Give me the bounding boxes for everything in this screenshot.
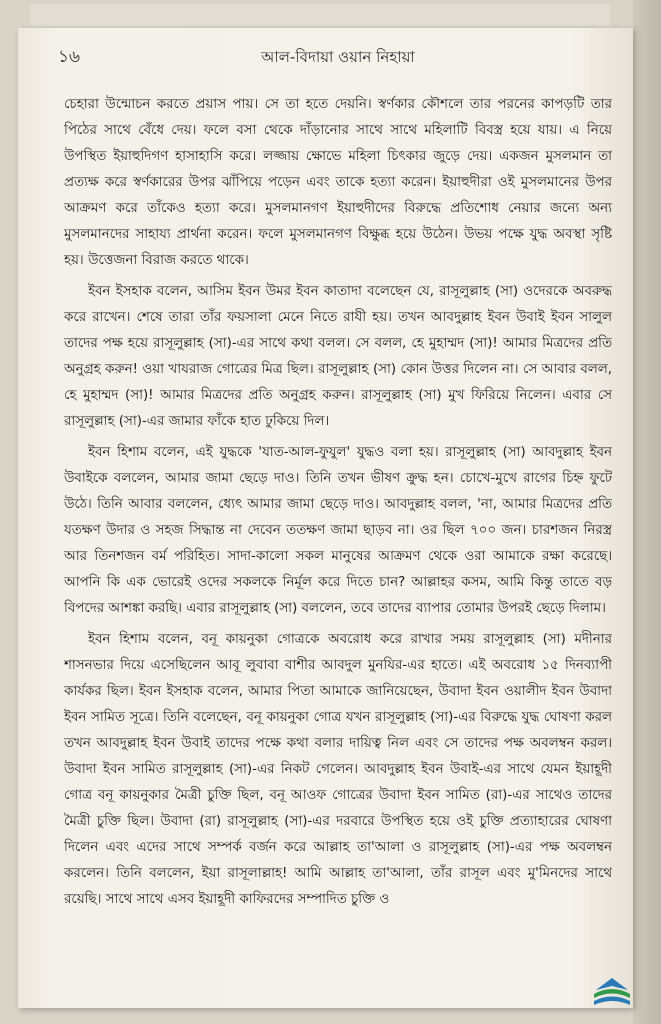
page-edge-shadow [633,0,661,1024]
paragraph: ইবন হিশাম বলেন, এই যুদ্ধকে 'যাত-আল-ফুযুল' যুদ্ধও বলা হয়। রাসূলুল্লাহ (সা) আবদুল্লাহ ইবন উবাইকে বললেন, আমার জামা ছেড়ে দাও। তিনি তখন ভীষণ ক্রুদ্ধ হন। চোখে-মুখে রাগের চিহ্ন ফুটে উঠে। তিনি আবার বললেন, ধ্যেৎ আমার জামা ছেড়ে দাও। আবদুল্লাহ বলল, 'না, আমার মিত্রদের প্রতি যতক্ষণ উদার ও সহজ সিদ্ধান্ত না দেবেন ততক্ষণ জামা ছাড়ব না। ওর ছিল ৭০০ জন। চারশজন নিরস্ত্র আর তিনশজন বর্ম পরিহিত। সাদা-কালো সকল মানুষের আক্রমণ থেকে ওরা আমাকে রক্ষা করেছে। আপনি কি এক ভোরেই ওদের সকলকে নির্মূল করে দিতে চান? আল্লাহর কসম, আমি কিন্তু তাতে বড় বিপদের আশঙ্কা করছি। এবার রাসূলুল্লাহ (সা) বললেন, তবে তাদের ব্যাপার তোমার উপরই ছেড়ে দিলাম। [64,445,612,616]
page-number: ১৬ [58,47,81,67]
paragraph: ইবন ইসহাক বলেন, আসিম ইবন উমর ইবন কাতাদা বলেছেন যে, রাসূলুল্লাহ (সা) ওদেরকে অবরুদ্ধ করে রাখেন। শেষে তারা তাঁর ফয়সালা মেনে নিতে রাযী হয়। তখন আবদুল্লাহ ইবন উবাই ইবন সালুল তাদের পক্ষ হয়ে রাসূলুল্লাহ (সা)-এর সাথে কথা বলল। সে বলল, হে মুহাম্মদ (সা)! আমার মিত্রদের প্রতি অনুগ্রহ করুন! ওয়া খাযরাজ গোত্রের মিত্র ছিল। রাসূলুল্লাহ (সা) কোন উত্তর দিলেন না। সে আবার বলল, হে মুহাম্মদ (সা)! আমার মিত্রদের প্রতি অনুগ্রহ করুন। রাসূলুল্লাহ (সা) মুখ ফিরিয়ে নিলেন। এবার সে রাসূলুল্লাহ (সা)-এর জামার ফাঁকে হাত ঢুকিয়ে দিল। [64,284,612,429]
previous-page-ghost [30,4,610,26]
page-header [58,44,618,74]
paragraph: চেহারা উন্মোচন করতে প্রয়াস পায়। সে তা হতে দেয়নি। স্বর্ণকার কৌশলে তার পরনের কাপড়টি তার পিঠের সাথে বেঁধে দেয়। ফলে বসা থেকে দাঁড়ানোর সাথে সাথে মহিলাটি বিবস্ত্র হয়ে যায়। এ নিয়ে উপস্থিত ইয়াহুদিগণ হাসাহাসি করে। লজ্জায় ক্ষোভে মহিলা চিৎকার জুড়ে দেয়। একজন মুসলমান তা প্রত্যক্ষ করে স্বর্ণকারের উপর ঝাঁপিয়ে পড়েন এবং তাকে হত্যা করেন। ইয়াহুদীরা ওই মুসলমানের উপর আক্রমণ করে তাঁকেও হত্যা করে। মুসলমানগণ ইয়াহুদীদের বিরুদ্ধে প্রতিশোধ নেয়ার জন্যে অন্য মুসলমানদের সাহায্য প্রার্থনা করেন। ফলে মুসলমানগণ বিক্ষুব্ধ হয়ে উঠেন। উভয় পক্ষে যুদ্ধ অবস্থা সৃষ্টি হয়। উত্তেজনা বিরাজ করতে থাকে। [64,97,612,268]
body-text [64,92,612,992]
book-logo-icon [588,974,636,1014]
running-title: আল-বিদায়া ওয়ান নিহায়া [261,48,415,66]
paragraph: ইবন হিশাম বলেন, বনূ কায়নুকা গোত্রকে অবরোধ করে রাখার সময় রাসূলুল্লাহ (সা) মদীনার শাসনভার দিয়ে এসেছিলেন আবূ লুবাবা বাশীর আবদুল মুনযির-এর হাতে। এই অবরোধ ১৫ দিনব্যাপী কার্যকর ছিল। ইবন ইসহাক বলেন, আমার পিতা আমাকে জানিয়েছেন, উবাদা ইবন ওয়ালীদ ইবন উবাদা ইবন সামিত সূত্রে। তিনি বলেছেন, বনূ কায়নুকা গোত্র যখন রাসূলুল্লাহ (সা)-এর বিরুদ্ধে যুদ্ধ ঘোষণা করল তখন আবদুল্লাহ ইবন উবাই তাদের পক্ষে কথা বলার দায়িত্ব নিল এবং সে তাদের পক্ষ অবলম্বন করল। উবাদা ইবন সামিত রাসূলুল্লাহ (সা)-এর নিকট গেলেন। আবদুল্লাহ ইবন উবাই-এর সাথে যেমন ইয়াহূদী গোত্র বনূ কায়নুকার মৈত্রী চুক্তি ছিল, বনূ আওফ গোত্রের উবাদা ইবন সামিত (রা)-এর সাথেও তাদের মৈত্রী চুক্তি ছিল। উবাদা (রা) রাসূলুল্লাহ (সা)-এর দরবারে উপস্থিত হয়ে ওই চুক্তি প্রত্যাহারের ঘোষণা দিলেন এবং এদের সাথে সম্পর্ক বর্জন করে আল্লাহ তা'আলা ও রাসূলুল্লাহ (সা)-এর পক্ষ অবলম্বন করলেন। তিনি বললেন, ইয়া রাসূলাল্লাহ! আমি আল্লাহ তা'আলা, তাঁর রাসূল এবং মু'মিনদের সাথে রয়েছি। সাথে সাথে এসব ইয়াহূদী কাফিরদের সম্পাদিত চুক্তি ও [64,632,612,907]
